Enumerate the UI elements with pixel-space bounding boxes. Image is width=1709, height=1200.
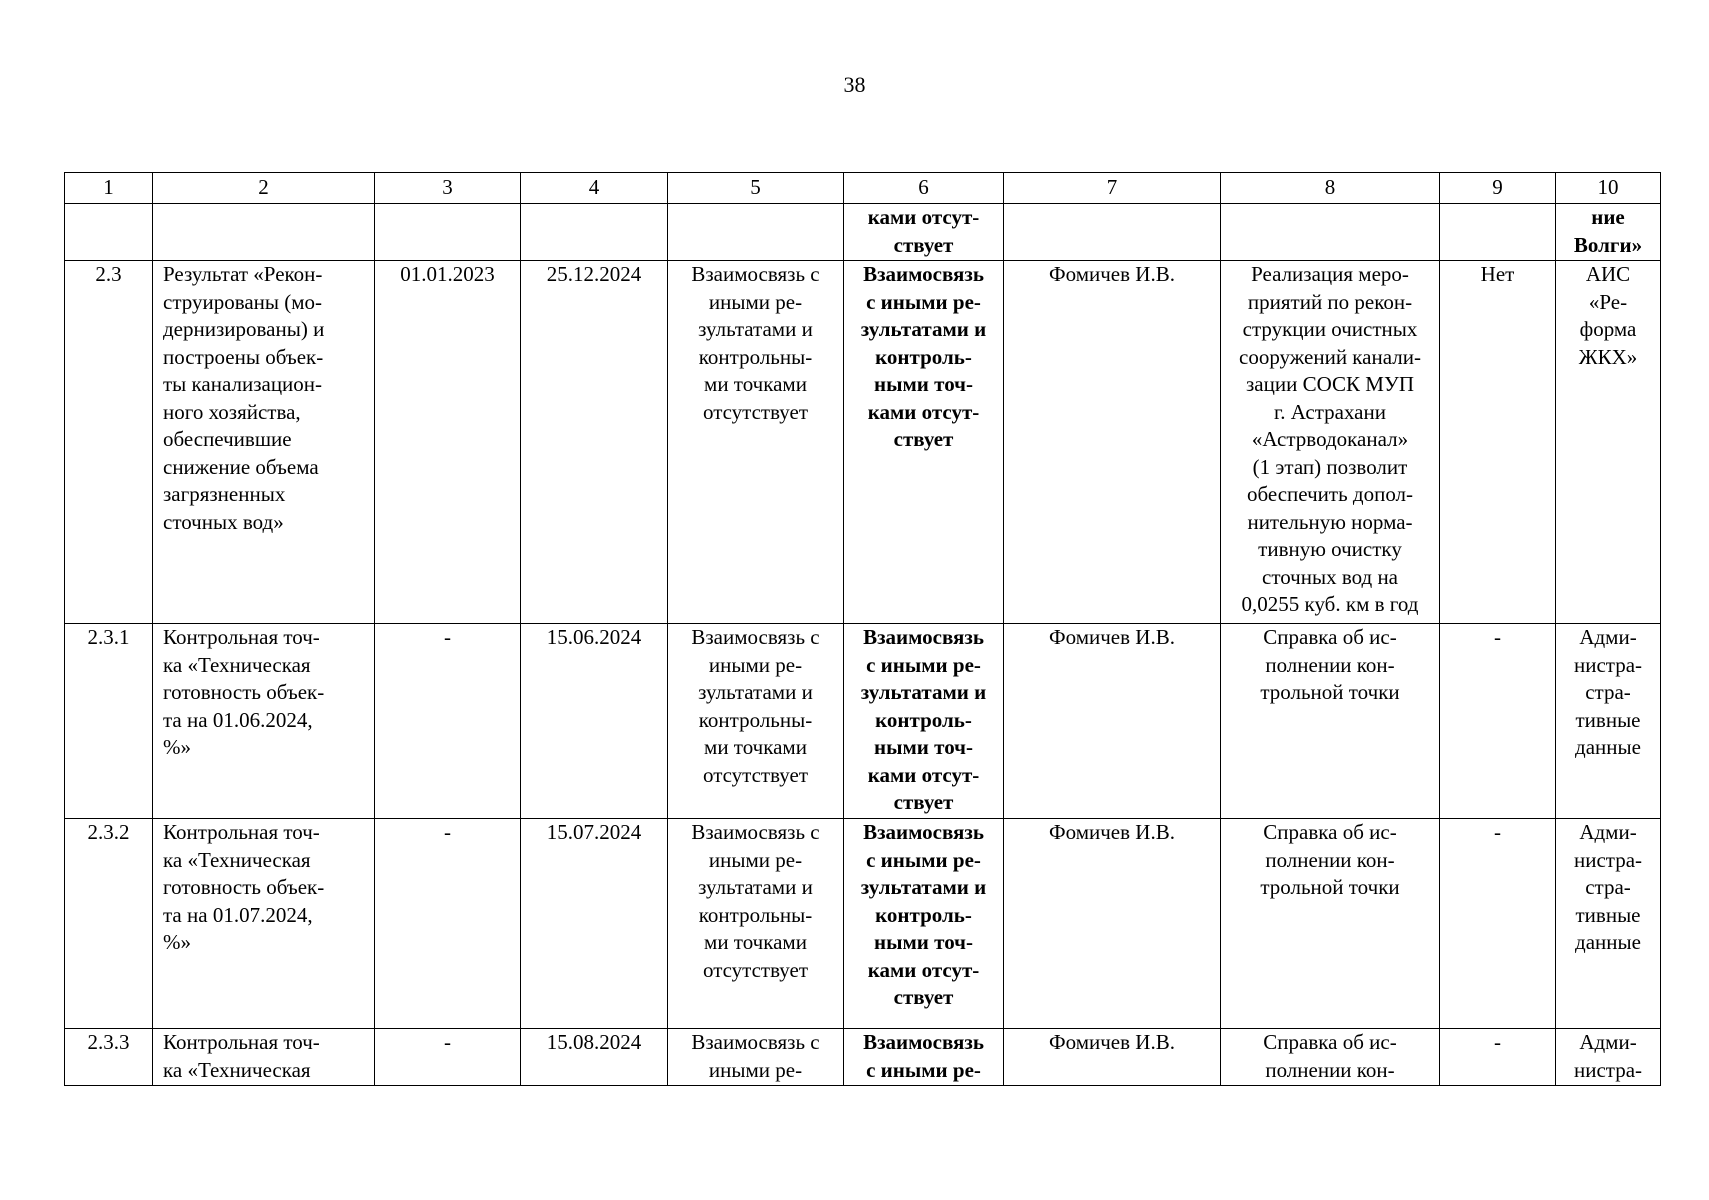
text-line: ЖКХ» bbox=[1578, 344, 1638, 369]
text-line: тивные bbox=[1575, 707, 1641, 732]
text-line: г. Астрахани bbox=[1274, 399, 1386, 424]
header-col-9: 9 bbox=[1440, 173, 1556, 204]
relation-col6 bbox=[844, 261, 1004, 624]
text-line: с иными ре- bbox=[866, 289, 981, 314]
row-name bbox=[153, 624, 375, 819]
text-line: полнении кон- bbox=[1265, 847, 1395, 872]
relation-col6 bbox=[844, 624, 1004, 819]
text-line: иными ре- bbox=[708, 652, 803, 677]
text-line: трольной точки bbox=[1260, 680, 1400, 704]
responsible: Фомичев И.В. bbox=[1004, 819, 1221, 1029]
text-line: Взаимосвязь с bbox=[691, 262, 820, 286]
start-date: - bbox=[375, 624, 521, 819]
text-line: (1 этап) позволит bbox=[1252, 454, 1408, 479]
header-col-10: 10 bbox=[1556, 173, 1661, 204]
end-date: 15.07.2024 bbox=[521, 819, 668, 1029]
text-line: та на 01.07.2024, bbox=[163, 902, 313, 927]
text-line: сточных вод» bbox=[163, 509, 284, 534]
text-line: та на 01.06.2024, bbox=[163, 707, 313, 732]
text-line: Волги» bbox=[1573, 232, 1643, 257]
text-line: загрязненных bbox=[163, 482, 286, 506]
header-col-8: 8 bbox=[1221, 173, 1440, 204]
description bbox=[1221, 624, 1440, 819]
relation-col6 bbox=[844, 1029, 1004, 1086]
text-line: сооружений канали- bbox=[1239, 344, 1421, 369]
text-line: полнении кон- bbox=[1265, 1057, 1395, 1082]
row-number: 2.3 bbox=[65, 261, 153, 624]
text-line: форма bbox=[1579, 317, 1637, 341]
col9-value: - bbox=[1440, 624, 1556, 819]
end-date: 15.06.2024 bbox=[521, 624, 668, 819]
col9-value: - bbox=[1440, 819, 1556, 1029]
text-line: зультатами и bbox=[698, 317, 813, 341]
table-row bbox=[65, 624, 1661, 819]
text-line: ками отсут- bbox=[867, 399, 980, 424]
row-name bbox=[153, 819, 375, 1029]
text-line: снижение объема bbox=[163, 454, 319, 479]
responsible: Фомичев И.В. bbox=[1004, 261, 1221, 624]
cont-cell bbox=[1004, 204, 1221, 261]
cont-col6 bbox=[844, 204, 1004, 261]
text-line: Реализация меро- bbox=[1251, 262, 1409, 286]
text-line: Взаимосвязь с bbox=[691, 1030, 820, 1054]
col9-value: Нет bbox=[1440, 261, 1556, 624]
text-line: трольной точки bbox=[1260, 875, 1400, 899]
text-line: ка «Техническая bbox=[163, 847, 311, 872]
description bbox=[1221, 819, 1440, 1029]
cont-cell bbox=[1440, 204, 1556, 261]
row-name bbox=[153, 1029, 375, 1086]
text-line: отсутствует bbox=[702, 957, 809, 982]
text-line: %» bbox=[163, 930, 191, 954]
end-date: 15.08.2024 bbox=[521, 1029, 668, 1086]
responsible: Фомичев И.В. bbox=[1004, 624, 1221, 819]
row-number: 2.3.2 bbox=[65, 819, 153, 1029]
text-line: ние bbox=[1591, 205, 1625, 229]
table-row bbox=[65, 819, 1661, 1029]
text-line: готовность объек- bbox=[163, 680, 325, 704]
info-system bbox=[1556, 261, 1661, 624]
text-line: нистра- bbox=[1573, 1057, 1643, 1082]
start-date: - bbox=[375, 1029, 521, 1086]
text-line: струкции очистных bbox=[1242, 317, 1418, 341]
text-line: Взаимосвязь с bbox=[691, 625, 820, 649]
text-line: ными точ- bbox=[874, 735, 973, 759]
text-line: контроль- bbox=[875, 902, 972, 927]
text-line: полнении кон- bbox=[1265, 652, 1395, 677]
text-line: ками отсут- bbox=[867, 205, 980, 229]
text-line: контрольны- bbox=[698, 344, 813, 369]
text-line: зультатами и bbox=[860, 680, 987, 704]
text-line: ствует bbox=[893, 427, 954, 451]
text-line: Взаимосвязь с bbox=[691, 820, 820, 844]
text-line: Справка об ис- bbox=[1263, 1030, 1397, 1054]
text-line: Адми- bbox=[1579, 820, 1637, 844]
text-line: ми точками bbox=[704, 735, 807, 759]
text-line: Контрольная точ- bbox=[163, 1030, 320, 1054]
text-line: контроль- bbox=[875, 707, 972, 732]
text-line: %» bbox=[163, 735, 191, 759]
text-line: ного хозяйства, bbox=[163, 399, 301, 424]
text-line: нистра- bbox=[1573, 847, 1643, 872]
text-line: ными точ- bbox=[874, 372, 973, 396]
text-line: отсутствует bbox=[702, 399, 809, 424]
text-line: нительную норма- bbox=[1247, 509, 1413, 534]
cont-cell bbox=[1221, 204, 1440, 261]
text-line: ствует bbox=[893, 232, 954, 257]
text-line: Справка об ис- bbox=[1263, 820, 1397, 844]
text-line: обеспечить допол- bbox=[1246, 482, 1414, 506]
text-line: зультатами и bbox=[860, 317, 987, 341]
description bbox=[1221, 1029, 1440, 1086]
cont-cell bbox=[375, 204, 521, 261]
text-line: Результат «Рекон- bbox=[163, 262, 323, 286]
text-line: ствует bbox=[893, 985, 954, 1009]
header-col-4: 4 bbox=[521, 173, 668, 204]
text-line: приятий по рекон- bbox=[1247, 289, 1413, 314]
text-line: с иными ре- bbox=[866, 652, 981, 677]
text-line: Взаимосвязь bbox=[863, 625, 984, 649]
relation-col5 bbox=[668, 819, 844, 1029]
text-line: струированы (мо- bbox=[163, 289, 323, 314]
text-line: 0,0255 куб. км в год bbox=[1241, 592, 1419, 616]
text-line: готовность объек- bbox=[163, 875, 325, 899]
text-line: ты канализацион- bbox=[163, 372, 323, 396]
text-line: ка «Техническая bbox=[163, 1057, 311, 1082]
text-line: Справка об ис- bbox=[1263, 625, 1397, 649]
text-line: ми точками bbox=[704, 372, 807, 396]
relation-col5 bbox=[668, 261, 844, 624]
info-system bbox=[1556, 624, 1661, 819]
header-col-2: 2 bbox=[153, 173, 375, 204]
cont-cell bbox=[668, 204, 844, 261]
cont-cell bbox=[521, 204, 668, 261]
text-line: зультатами и bbox=[860, 875, 987, 899]
text-line: обеспечившие bbox=[163, 427, 292, 451]
text-line: иными ре- bbox=[708, 847, 803, 872]
text-line: ными точ- bbox=[874, 930, 973, 954]
text-line: нистра- bbox=[1573, 652, 1643, 677]
row-number: 2.3.1 bbox=[65, 624, 153, 819]
text-line: ками отсут- bbox=[867, 762, 980, 787]
row-name bbox=[153, 261, 375, 624]
relation-col5 bbox=[668, 624, 844, 819]
text-line: тивные bbox=[1575, 902, 1641, 927]
text-line: зультатами и bbox=[698, 680, 813, 704]
text-line: зации СОСК МУП bbox=[1246, 372, 1414, 396]
text-line: тивную очистку bbox=[1258, 537, 1402, 561]
schedule-table bbox=[64, 172, 1661, 1086]
text-line: данные bbox=[1575, 735, 1641, 759]
text-line: ми точками bbox=[704, 930, 807, 954]
start-date: 01.01.2023 bbox=[375, 261, 521, 624]
text-line: с иными ре- bbox=[866, 1057, 981, 1082]
text-line: иными ре- bbox=[708, 289, 803, 314]
text-line: ствует bbox=[893, 790, 954, 814]
text-line: Взаимосвязь bbox=[863, 262, 984, 286]
text-line: данные bbox=[1575, 930, 1641, 954]
text-line: АИС bbox=[1585, 262, 1631, 286]
text-line: Взаимосвязь bbox=[863, 1030, 984, 1054]
relation-col5 bbox=[668, 1029, 844, 1086]
table-row bbox=[65, 261, 1661, 624]
relation-col6 bbox=[844, 819, 1004, 1029]
table-row bbox=[65, 1029, 1661, 1086]
page-number: 38 bbox=[843, 72, 866, 97]
text-line: стра- bbox=[1585, 875, 1631, 899]
cont-col10 bbox=[1556, 204, 1661, 261]
text-line: отсутствует bbox=[702, 762, 809, 787]
description bbox=[1221, 261, 1440, 624]
text-line: «Ре- bbox=[1588, 289, 1628, 314]
text-line: Адми- bbox=[1579, 625, 1637, 649]
header-col-1: 1 bbox=[65, 173, 153, 204]
text-line: сточных вод на bbox=[1262, 564, 1398, 589]
header-col-7: 7 bbox=[1004, 173, 1221, 204]
text-line: контрольны- bbox=[698, 707, 813, 732]
header-col-5: 5 bbox=[668, 173, 844, 204]
text-line: дернизированы) и bbox=[163, 317, 325, 341]
text-line: стра- bbox=[1585, 680, 1631, 704]
text-line: ками отсут- bbox=[867, 957, 980, 982]
text-line: зультатами и bbox=[698, 875, 813, 899]
cont-cell bbox=[65, 204, 153, 261]
text-line: построены объек- bbox=[163, 344, 324, 369]
text-line: Взаимосвязь bbox=[863, 820, 984, 844]
info-system bbox=[1556, 819, 1661, 1029]
row-number: 2.3.3 bbox=[65, 1029, 153, 1086]
text-line: ка «Техническая bbox=[163, 652, 311, 677]
header-row bbox=[65, 173, 1661, 204]
text-line: Контрольная точ- bbox=[163, 625, 320, 649]
text-line: контроль- bbox=[875, 344, 972, 369]
header-col-6: 6 bbox=[844, 173, 1004, 204]
text-line: с иными ре- bbox=[866, 847, 981, 872]
text-line: контрольны- bbox=[698, 902, 813, 927]
text-line: иными ре- bbox=[708, 1057, 803, 1082]
info-system bbox=[1556, 1029, 1661, 1086]
responsible: Фомичев И.В. bbox=[1004, 1029, 1221, 1086]
continuation-row bbox=[65, 204, 1661, 261]
text-line: Контрольная точ- bbox=[163, 820, 320, 844]
cont-cell bbox=[153, 204, 375, 261]
text-line: Адми- bbox=[1579, 1030, 1637, 1054]
text-line: «Астрводоканал» bbox=[1251, 427, 1409, 451]
end-date: 25.12.2024 bbox=[521, 261, 668, 624]
col9-value: - bbox=[1440, 1029, 1556, 1086]
header-col-3: 3 bbox=[375, 173, 521, 204]
start-date: - bbox=[375, 819, 521, 1029]
